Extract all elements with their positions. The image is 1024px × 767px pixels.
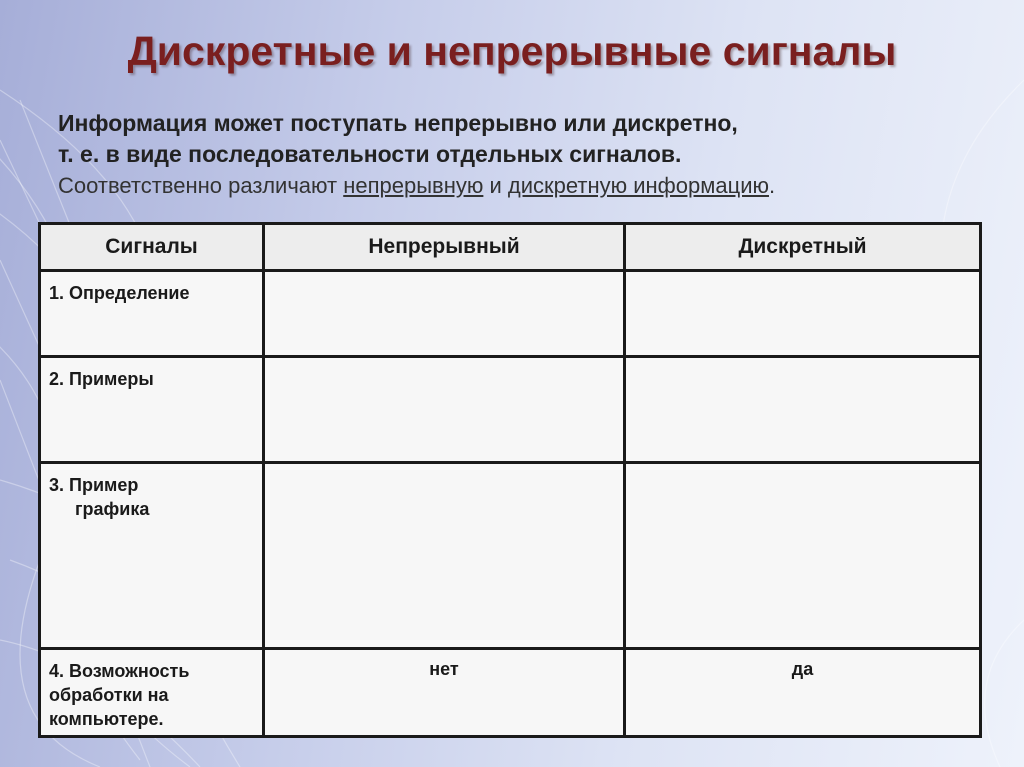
page-title: Дискретные и непрерывные сигналы [127,28,897,74]
header-continuous: Непрерывный [264,224,625,271]
row-label-graph [40,463,264,649]
cell-continuous-examples [264,357,625,463]
header-signals: Сигналы [40,224,264,271]
intro-line-2: т. е. в виде последовательности отдельных сигналов. [58,141,682,167]
intro-line-3-prefix: Соответственно различают [58,173,344,198]
cell-discrete-graph [625,463,981,649]
signals-table [38,222,982,738]
cell-discrete-examples [625,357,981,463]
row-label-examples: 2. Примеры [40,357,264,463]
table-row [40,271,981,357]
cell-continuous-definition [264,271,625,357]
row-label-graph-line2: графика [75,499,150,519]
cell-continuous-processing: нет [264,649,625,737]
cell-continuous-graph [264,463,625,649]
term-discrete: дискретную информацию [507,173,769,198]
table-row [40,357,981,463]
table-row [40,649,981,737]
table-row [40,463,981,649]
intro-line-3-and: и [483,173,508,198]
intro-line-3 [58,170,988,201]
term-continuous: непрерывную [343,173,484,198]
header-discrete: Дискретный [625,224,981,271]
row-label-processing: 4. Возможность обработки на компьютере. [40,649,264,737]
intro-text [58,108,988,201]
row-label-graph-line1: 3. Пример [49,475,139,495]
table-header-row [40,224,981,271]
intro-line-1: Информация может поступать непрерывно или дискретно, [58,110,738,136]
cell-discrete-processing: да [625,649,981,737]
row-label-definition: 1. Определение [40,271,264,357]
intro-line-3-suffix: . [768,173,776,198]
cell-discrete-definition [625,271,981,357]
